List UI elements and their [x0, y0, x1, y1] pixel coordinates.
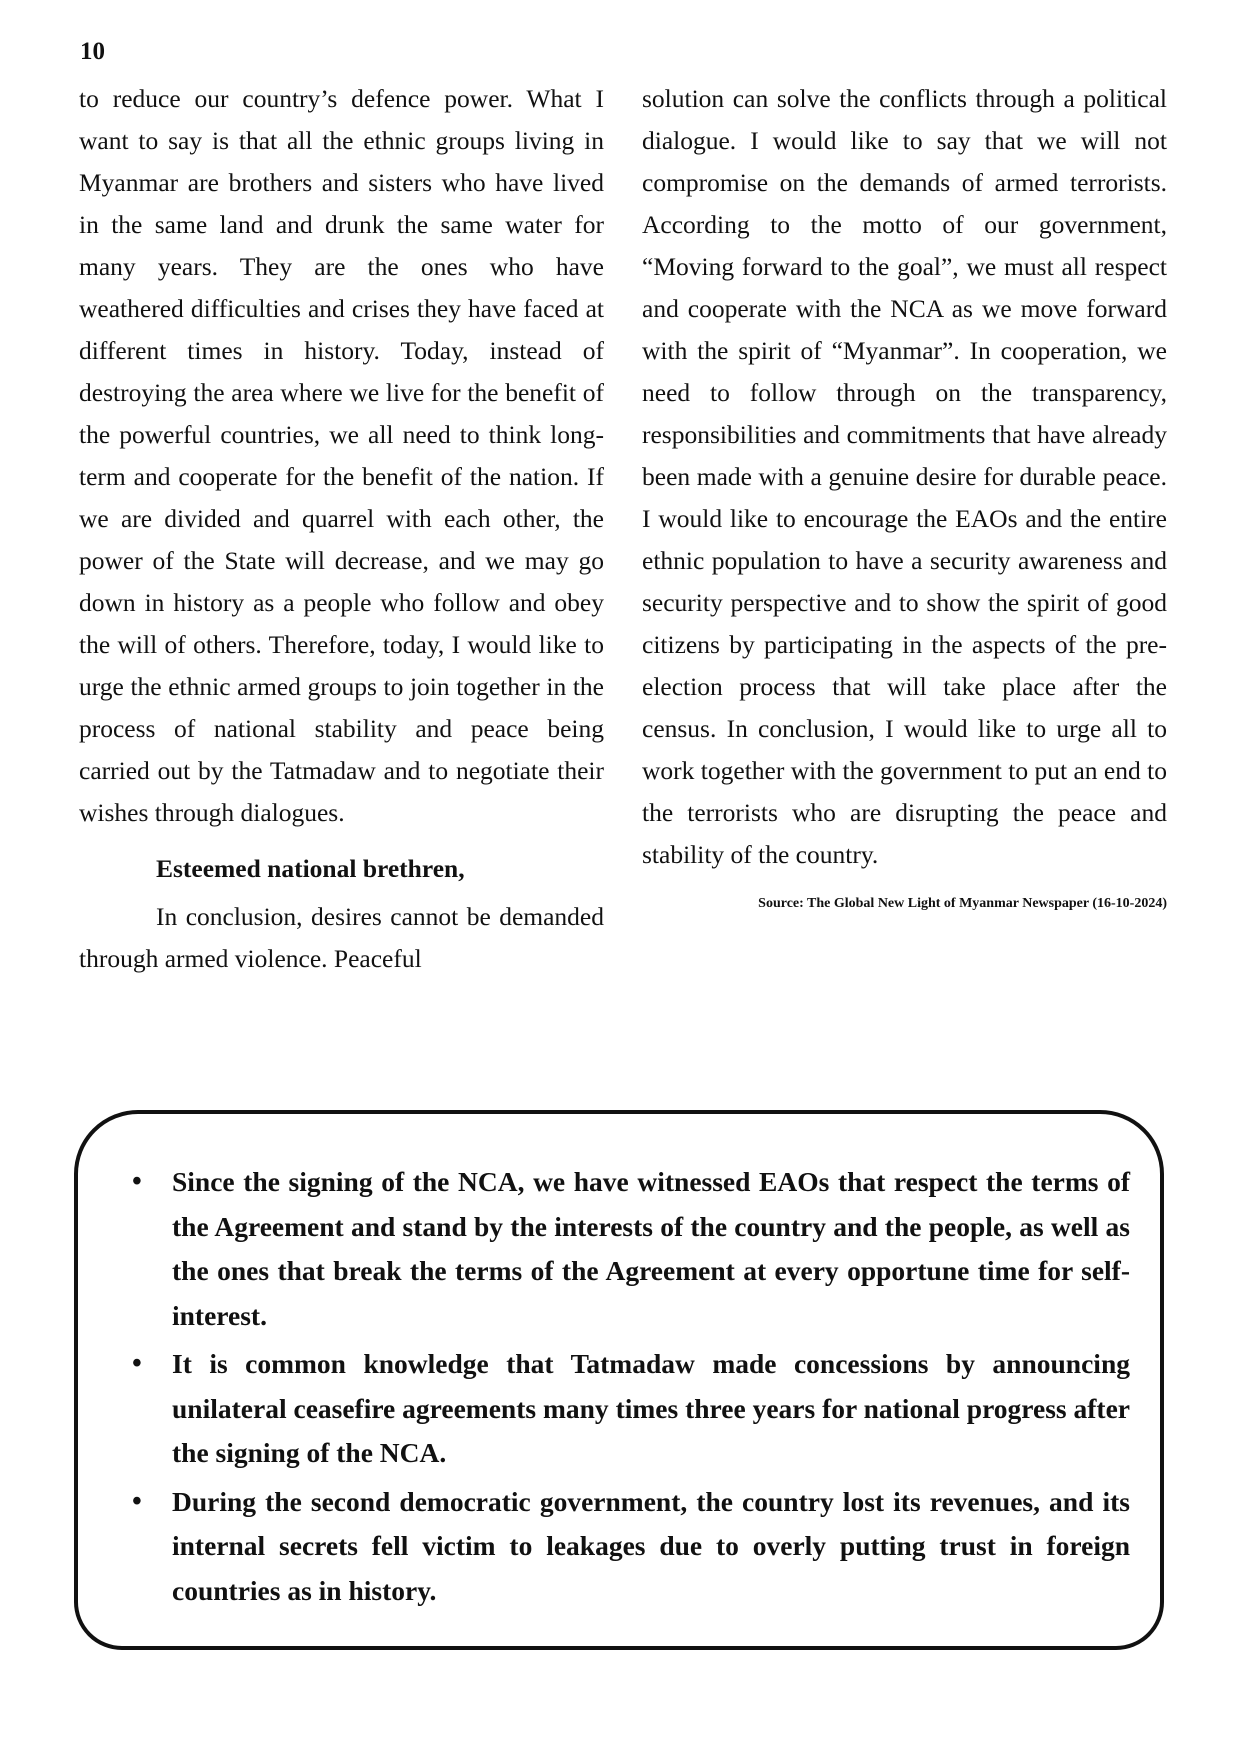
bullet-list [108, 1160, 1130, 1617]
body-paragraph: solution can solve the conflicts through a political dialogue. I would like to say that we will not compromise on the demands of armed terrorists. According to the motto of our government, “Moving forward to the goal”, we must all respect and cooperate with the NCA as we move forward with the spirit of “Myanmar”. In cooperation, we need to follow through on the transparency, responsibilities and commitments that have already been made with a genuine desire for durable peace. I would like to encourage the EAOs and the entire ethnic population to have a security awareness and security perspective and to show the spirit of good citizens by participating in the aspects of the pre-election process that will take place after the census. In conclusion, I would like to urge all to work together with the government to put an end to the terrorists who are disrupting the peace and stability of the country. [642, 84, 1167, 869]
highlight-box [74, 1110, 1164, 1650]
page-number: 10 [80, 38, 105, 65]
bullet-icon: • [132, 1348, 142, 1379]
list-item [108, 1160, 1130, 1338]
source-citation: Source: The Global New Light of Myanmar Newspaper (16-10-2024) [758, 896, 1167, 911]
list-item [108, 1480, 1130, 1614]
left-column [79, 78, 604, 980]
bullet-icon: • [132, 1166, 142, 1197]
bullet-icon: • [132, 1485, 142, 1517]
body-paragraph: to reduce our country’s defence power. What I want to say is that all the ethnic groups living in Myanmar are brothers and sisters who have lived in the same land and drunk the same water for many years. They are the ones who have weathered difficulties and crises they have faced at different times in history. Today, instead of destroying the area where we live for the benefit of the powerful countries, we all need to think long-term and cooperate for the benefit of the nation. If we are divided and quarrel with each other, the power of the State will decrease, and we may go down in history as a people who follow and obey the will of others. Therefore, today, I would like to urge the ethnic armed groups to join together in the process of national stability and peace being carried out by the Tatmadaw and to negotiate their wishes through dialogues. [79, 84, 604, 827]
list-item [108, 1342, 1130, 1476]
body-paragraph: In conclusion, desires cannot be demanded through armed violence. Peaceful [79, 902, 604, 973]
list-item-text: During the second democratic government, the country lost its revenues, and its internal secrets fell victim to leakages due to overly putting trust in foreign countries as in history. [172, 1485, 1130, 1606]
right-column [642, 78, 1167, 914]
section-heading: Esteemed national brethren, [156, 854, 465, 883]
list-item-text: Since the signing of the NCA, we have witnessed EAOs that respect the terms of the Agreement and stand by the interests of the country and the people, as well as the ones that break the terms of the Agreement at every opportune time for self-interest. [172, 1166, 1130, 1331]
list-item-text: It is common knowledge that Tatmadaw made concessions by announcing unilateral ceasefire agreements many times three years for national progress after the signing of the NCA. [172, 1348, 1130, 1468]
